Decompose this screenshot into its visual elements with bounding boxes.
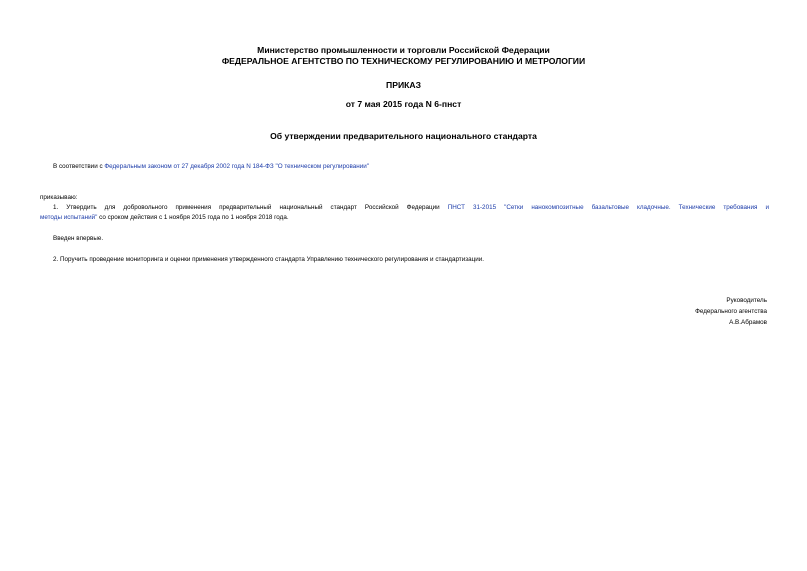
paragraph-basis — [53, 162, 369, 172]
paragraph-approve-line1 — [53, 203, 769, 213]
signature-name: А.В.Абрамов — [729, 319, 767, 326]
federal-law-link[interactable]: Федеральным законом от 27 декабря 2002 года N 184-ФЗ "О техническом регулировании" — [104, 163, 370, 170]
document-type: ПРИКАЗ — [386, 80, 421, 90]
standard-link-part2[interactable]: методы испытаний" — [40, 214, 98, 221]
paragraph-approve-line2 — [40, 213, 289, 223]
signature-title-2: Федерального агентства — [695, 308, 767, 315]
paragraph-first-introduced: Введен впервые. — [53, 235, 104, 242]
approve-suffix: со сроком действия с 1 ноября 2015 года по 1 ноября 2018 года. — [97, 214, 289, 221]
standard-link-part1[interactable]: ПНСТ 31-2015 "Сетки нанокомпозитные базальтовые кладочные. Технические требования и — [447, 204, 769, 211]
paragraph-order: приказываю: — [40, 194, 78, 201]
signature-title-1: Руководитель — [726, 297, 767, 304]
document-date-number: от 7 мая 2015 года N 6-пнст — [345, 99, 462, 109]
paragraph-monitoring: 2. Поручить проведение мониторинга и оценки применения утвержденного стандарта Управлению технического регулирования и стандартизации. — [53, 256, 484, 263]
agency-title: ФЕДЕРАЛЬНОЕ АГЕНТСТВО ПО ТЕХНИЧЕСКОМУ РЕГУЛИРОВАНИЮ И МЕТРОЛОГИИ — [221, 56, 586, 66]
basis-prefix: В соответствии с — [53, 163, 105, 170]
approve-prefix: 1. Утвердить для добровольного применения предварительный национальный стандарт Российской Федерации — [53, 204, 448, 211]
ministry-title: Министерство промышленности и торговли Российской Федерации — [257, 45, 550, 55]
document-subject: Об утверждении предварительного национального стандарта — [270, 131, 537, 141]
